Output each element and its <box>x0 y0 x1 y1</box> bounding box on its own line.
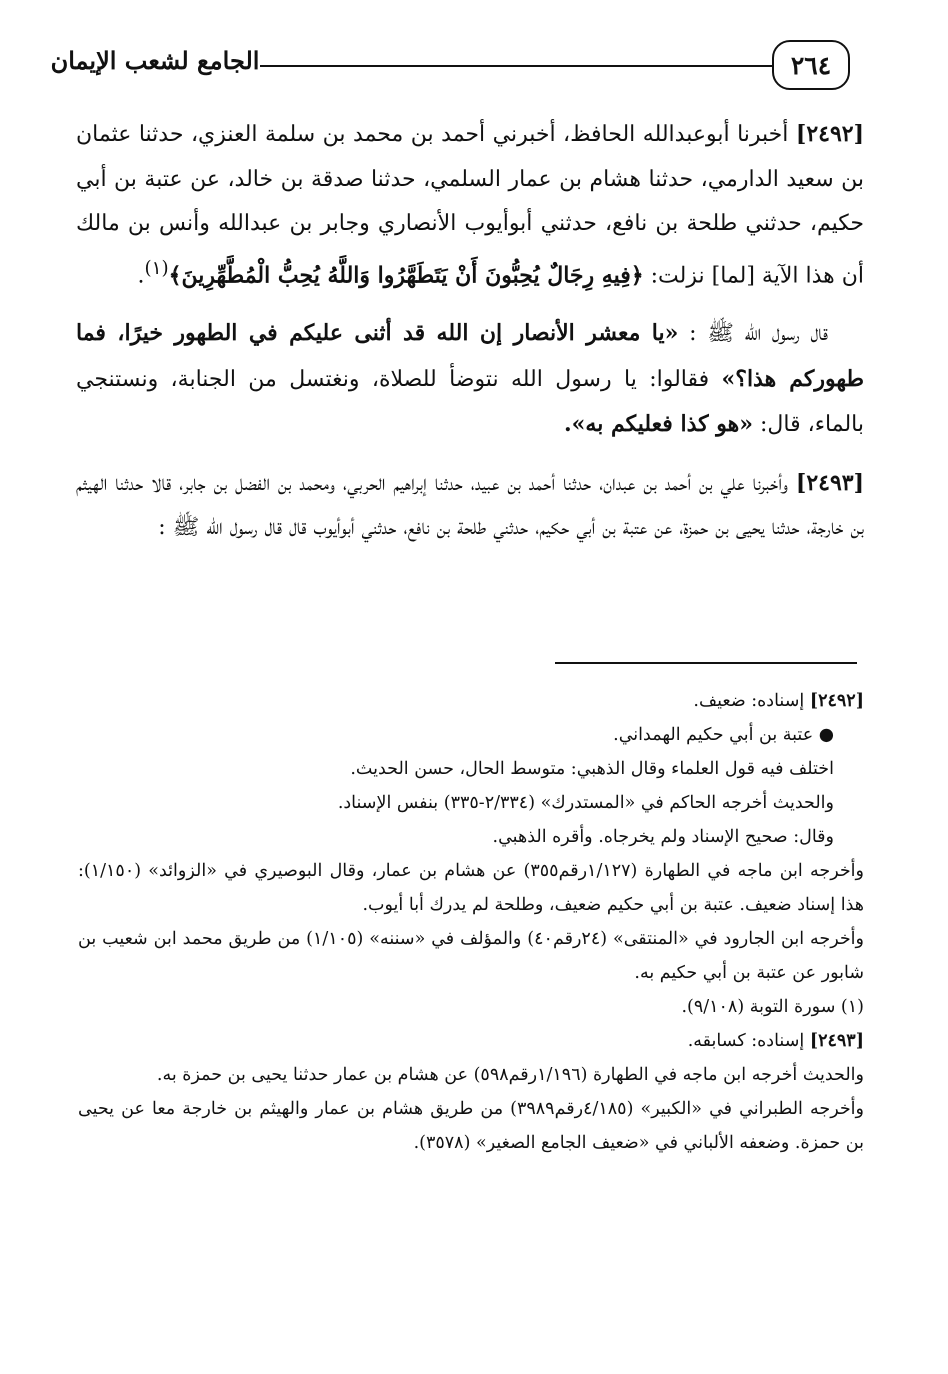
hadith-2493 <box>76 461 864 551</box>
footnote-heading-2493 <box>78 1024 864 1058</box>
companions-reply: فقالوا: يا رسول الله نتوضأ للصلاة، ونغتسل من الجنابة، ونستنجي بالماء، قال: <box>76 366 864 438</box>
footnote-heading-text: إسناده: كسابقه. <box>687 1031 805 1051</box>
book-title: الجامع لشعب الإيمان <box>50 46 260 75</box>
footnote-line: وأخرجه الطبراني في «الكبير» (٤/١٨٥رقم٣٩٨٩) من طريق هشام بن عمار والهيثم بن خارجة معا عن يحيى بن حمزة. وضعفه الألباني في «ضعيف الجامع الصغير» (٣٥٧٨). <box>78 1099 864 1153</box>
quran-verse: ﴿فِيهِ رِجَالٌ يُحِبُّونَ أَنْ يَتَطَهَّرُوا وَاللَّهُ يُحِبُّ الْمُطَّهِّرِينَ﴾ <box>168 261 644 288</box>
page-header <box>50 34 910 114</box>
hadith-2492 <box>76 112 864 298</box>
footnote-line: والحديث أخرجه ابن ماجه في الطهارة (١/١٩٦رقم٥٩٨) عن هشام بن عمار حدثنا يحيى بن حمزة به. <box>156 1065 864 1085</box>
footnote-line: وأخرجه ابن ماجه في الطهارة (١/١٢٧رقم٣٥٥) عن هشام بن عمار، وقال البوصيري في «الزوائد» (١/١٥٠): هذا إسناد ضعيف. عتبة بن أبي حكيم ضعيف، وطلحة لم يدرك أبا أيوب. <box>78 861 864 915</box>
narrator-bullet: ● عتبة بن أبي حكيم الهمداني. <box>613 725 834 745</box>
footnote-heading-text: إسناده: ضعيف. <box>693 691 805 711</box>
sentence-end: . <box>137 262 145 288</box>
hadith-text: وأخبرنا علي بن أحمد بن عبدان، حدثنا أحمد بن عبيد، حدثنا إبراهيم الحربي، ومحمد بن الفضل بن جابر، قالا حدثنا الهيثم بن خارجة، حدثنا يحيى بن حمزة، عن عتبة بن أبي حكيم، حدثني طلحة بن نافع، حدثني أبوأيوب قال قال رسول الله ﷺ : <box>76 470 864 541</box>
prophet-quote: «يا معشر الأنصار إن الله قد أثنى عليكم في الطهور خيرًا، فما طهوركم هذا؟» <box>76 320 864 392</box>
hadith-text: أخبرنا أبوعبدالله الحافظ، أخبرني أحمد بن محمد بن سلمة العنزي، حدثنا عثمان بن سعيد الدارمي، حدثنا هشام بن عمار السلمي، حدثنا صدقة بن خالد، عن عتبة بن أبي حكيم، حدثني طلحة بن نافع، حدثني أبوأيوب الأنصاري وجابر بن عبدالله وأنس بن مالك أن هذا الآية [لما] نزلت: <box>76 122 864 288</box>
verse-footnote: (١) سورة التوبة (٩/١٠٨). <box>681 997 864 1017</box>
quote-intro: قال رسول الله ﷺ : <box>689 321 829 347</box>
page-number: ٢٦٤ <box>772 40 850 90</box>
footnotes <box>78 684 864 1160</box>
hadith-number: [٢٤٩٣] <box>795 469 864 496</box>
footnote-heading-2492 <box>78 684 864 718</box>
footnote-line: اختلف فيه قول العلماء وقال الذهبي: متوسط الحال، حسن الحديث. <box>350 759 834 779</box>
footnote-line: وأخرجه ابن الجارود في «المنتقى» (٢٤رقم٤٠) والمؤلف في «سننه» (١/١٠٥) من طريق محمد ابن شعيب بن شابور عن عتبة بن أبي حكيم به. <box>78 929 864 983</box>
prophet-answer: «هو كذا فعليكم به». <box>563 411 753 438</box>
footnote-marker: (١) <box>144 257 169 279</box>
prophet-quote-paragraph <box>76 311 864 448</box>
footnote-line: والحديث أخرجه الحاكم في «المستدرك» (٢/٣٣٤-٣٣٥) بنفس الإسناد. <box>337 793 834 813</box>
footnote-number: [٢٤٩٣] <box>809 1031 864 1051</box>
main-text <box>76 112 864 551</box>
header-rule <box>260 65 774 67</box>
footnote-number: [٢٤٩٢] <box>809 691 864 711</box>
footnote-separator <box>555 662 857 664</box>
footnote-line: وقال: صحيح الإسناد ولم يخرجاه. وأقره الذهبي. <box>492 827 834 847</box>
hadith-number: [٢٤٩٢] <box>795 121 864 147</box>
